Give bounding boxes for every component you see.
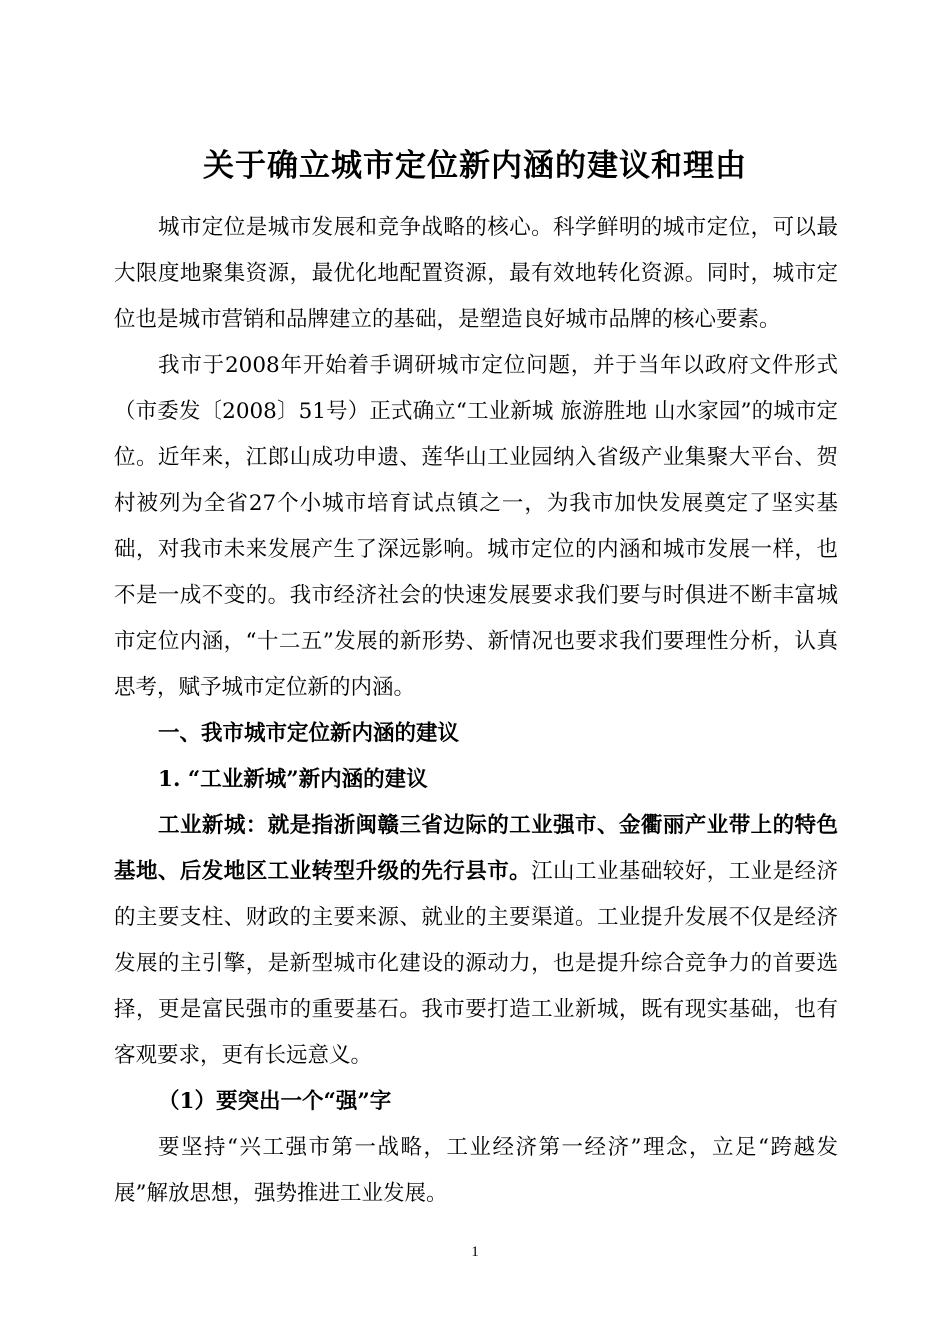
point-heading: （1）要突出一个“强”字 xyxy=(158,1089,392,1114)
paragraph-strong: 要坚持“兴工强市第一战略，工业经济第一经济”理念，立足“跨越发展”解放思想，强势推进工业发展。 xyxy=(114,1135,838,1206)
paragraph-intro: 城市定位是城市发展和竞争战略的核心。科学鲜明的城市定位，可以最大限度地聚集资源，最优化地配置资源，最有效地转化资源。同时，城市定位也是城市营销和品牌建立的基础，是塑造良好城市品牌的核心要素。 xyxy=(114,215,838,332)
page-number: 1 xyxy=(471,1244,479,1260)
subsection-heading: 1. “工业新城”新内涵的建议 xyxy=(158,767,428,792)
paragraph-industrial-city xyxy=(114,803,838,1079)
document-title: 关于确立城市定位新内涵的建议和理由 xyxy=(203,148,747,184)
definition-bold: 工业新城：就是指浙闽赣三省边际的工业强市、金衢丽产业带上的特色基地、后发地区工业转型升级的先行县市。 xyxy=(114,813,838,884)
section-heading: 一、我市城市定位新内涵的建议 xyxy=(158,721,460,746)
document-body xyxy=(114,205,838,1217)
paragraph-history: 我市于2008年开始着手调研城市定位问题，并于当年以政府文件形式（市委发〔2008〕51号）正式确立“工业新城 旅游胜地 山水家园”的城市定位。近年来，江郎山成功申遗、莲华山工业园纳入省级产业集聚大平台、贺村被列为全省27个小城市培育试点镇之一，为我市加快发展奠定了坚实基础，对我市未来发展产生了深远影响。城市定位的内涵和城市发展一样，也不是一成不变的。我市经济社会的快速发展要求我们要与时俱进不断丰富城市定位内涵，“十二五”发展的新形势、新情况也要求我们要理性分析，认真思考，赋予城市定位新的内涵。 xyxy=(114,353,838,700)
definition-explanation: 江山工业基础较好，工业是经济的主要支柱、财政的主要来源、就业的主要渠道。工业提升发展不仅是经济发展的主引擎，是新型城市化建设的源动力，也是提升综合竞争力的首要选择，更是富民强市的重要基石。我市要打造工业新城，既有现实基础，也有客观要求，更有长远意义。 xyxy=(114,859,838,1068)
